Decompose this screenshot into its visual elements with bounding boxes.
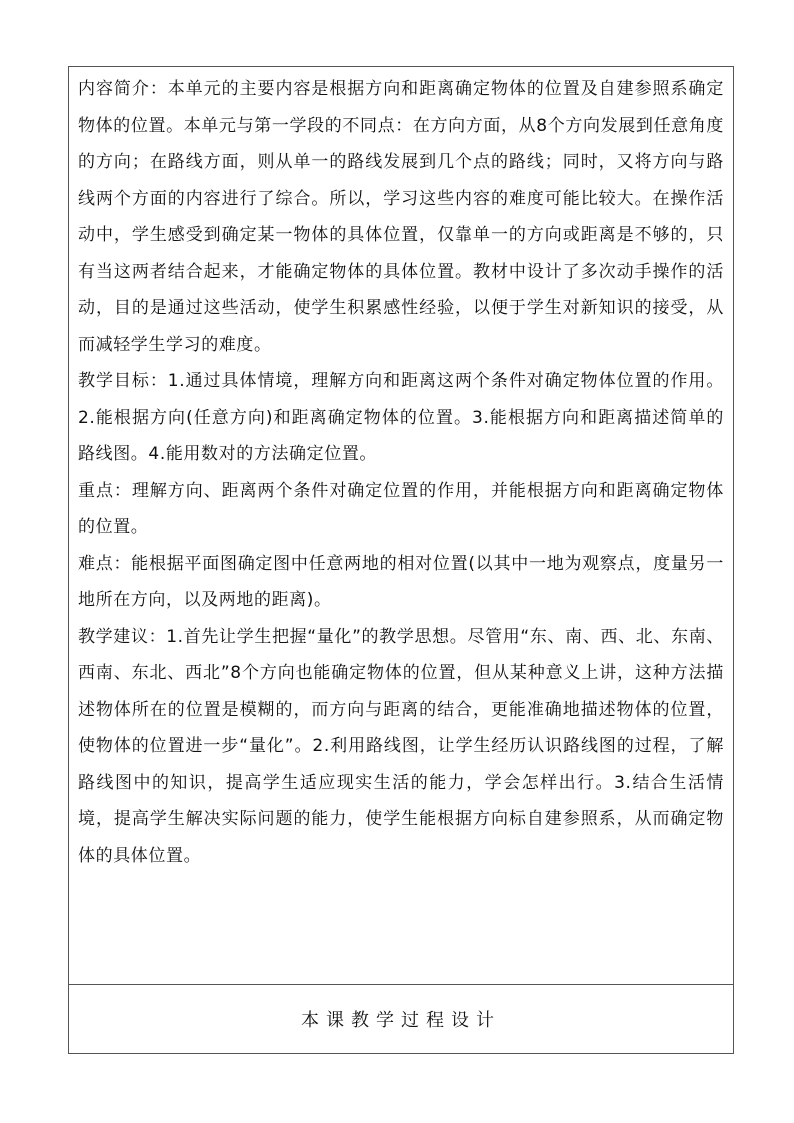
lesson-plan-table <box>68 66 734 1054</box>
key-points-paragraph: 重点：理解方向、距离两个条件对确定位置的作用，并能根据方向和距离确定物体的位置。 <box>78 480 724 537</box>
unit-overview-cell <box>69 67 733 985</box>
section-heading: 本课教学过程设计 <box>301 1010 501 1031</box>
content-intro-paragraph: 内容简介：本单元的主要内容是根据方向和距离确定物体的位置及自建参照系确定物体的位置。本单元与第一学段的不同点：在方向方面，从8个方向发展到任意角度的方向；在路线方面，则从单一的路线发展到几个点的路线；同时，又将方向与路线两个方面的内容进行了综合。所以，学习这些内容的难度可能比较大。在操作活动中，学生感受到确定某一物体的具体位置，仅靠单一的方向或距离是不够的，只有当这两者结合起来，才能确定物体的具体位置。教材中设计了多次动手操作的活动，目的是通过这些活动，使学生积累感性经验，以便于学生对新知识的接受，从而减轻学生学习的难度。 <box>78 79 724 355</box>
difficulties-paragraph: 难点：能根据平面图确定图中任意两地的相对位置(以其中一地为观察点，度量另一地所在方向，以及两地的距离)。 <box>78 553 724 610</box>
teaching-suggestions-paragraph: 教学建议：1.首先让学生把握“量化”的教学思想。尽管用“东、南、西、北、东南、西南、东北、西北”8个方向也能确定物体的位置，但从某种意义上讲，这种方法描述物体所在的位置是模糊的，而方向与距离的结合，更能准确地描述物体的位置，使物体的位置进一步“量化”。2.利用路线图，让学生经历认识路线图的过程，了解路线图中的知识，提高学生适应现实生活的能力，学会怎样出行。3.结合生活情境，提高学生解决实际问题的能力，使学生能根据方向标自建参照系，从而确定物体的具体位置。 <box>78 626 724 866</box>
process-heading-cell <box>69 985 733 1053</box>
teaching-goals-paragraph: 教学目标：1.通过具体情境，理解方向和距离这两个条件对确定物体位置的作用。2.能根据方向(任意方向)和距离确定物体的位置。3.能根据方向和距离描述简单的路线图。4.能用数对的方法确定位置。 <box>78 371 724 464</box>
